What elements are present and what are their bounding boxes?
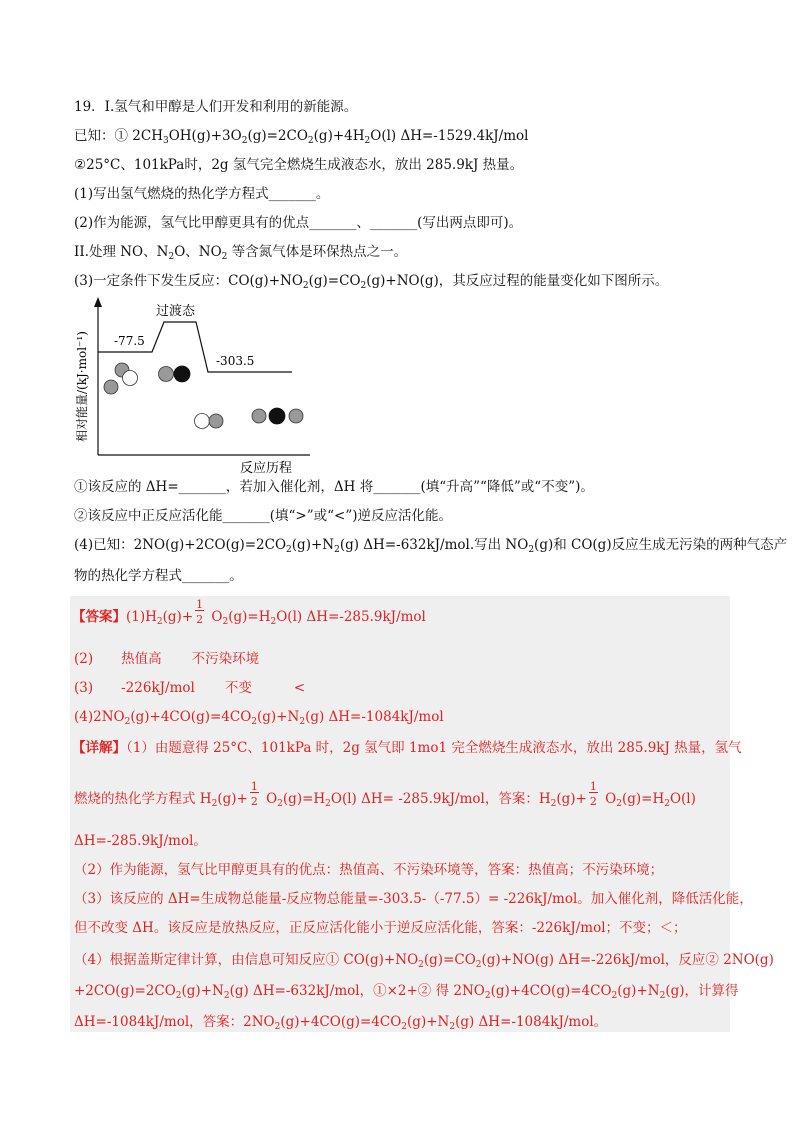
co-molecule [159,366,191,382]
fraction-one-half: $\frac{1}{2}$ [196,598,204,626]
question-2: (2)作为能源，氢气比甲醇更具有的优点_______、_______(写出两点即可)。 [74,215,523,231]
fraction-one-half: $\frac{1}{2}$ [589,780,597,808]
detail-7: （4）根据盖斯定律计算，由信息可知反应① $CO(g)+NO_2(g)=CO_2(g)+NO(g)$ ΔH=-226kJ/mol，反应② 2NO(g) [74,952,774,970]
co2-molecule [252,408,303,424]
question-title: 19．Ⅰ.氢气和甲醇是人们开发和利用的新能源。 [74,99,358,115]
question-4-line1: (4)已知：$2NO(g)+2CO(g)=2CO_2(g)+N_2(g)$ ΔH=-632kJ/mol.写出 $NO_2(g)$和 CO(g)反应生成无污染的两种气态产 [74,537,788,555]
detail-3: ΔH=-285.9kJ/mol。 [74,833,207,849]
question-3: (3)一定条件下发生反应：$CO(g)+NO_2(g)=CO_2(g)+NO(g)$，其反应过程的能量变化如下图所示。 [74,273,669,291]
part-2-intro: II.处理 NO、$N_2O$、$NO_2$ 等含氮气体是环保热点之一。 [74,244,408,262]
known-eq1: 已知：① $2CH_3OH(g)+3O_2(g)=2CO_2(g)+4H_2O(l)$ ΔH=-1529.4kJ/mol [74,128,529,146]
detail-8: $+2CO(g)=2CO_2(g)+N_2(g)$ ΔH=-632kJ/mol，①×2+② 得 $2NO_2(g)+4CO(g)=4CO_2(g)+N_2(g)$，计算得 [74,983,739,1001]
question-1: (1)写出氢气燃烧的热化学方程式_______。 [74,186,330,202]
transition-state-label: 过渡态 [156,304,196,319]
answer-4: $(4)2NO_2(g)+4CO(g)=4CO_2(g)+N_2(g)$ ΔH=-1084kJ/mol [74,709,444,727]
no-molecule [195,414,224,429]
y-axis-arrow [94,297,102,307]
x-axis-label: 反应历程 [240,461,293,475]
detail-2: 燃烧的热化学方程式 $H_2(g)+$ $\frac{1}{2}$ $O_2(g)=H_2O(l)$ ΔH= -285.9kJ/mol，答案：$H_2(g)+$ $\frac{1}{2}$ $O_2(g)=H_2O(l)$ [74,780,696,809]
product-energy-label: -303.5 [216,354,255,368]
question-3-2: ②该反应中正反应活化能_______(填“>”或“<”)逆反应活化能。 [74,508,453,524]
detail-5: （3）该反应的 ΔH=生成物总能量-反应物总能量=-303.5-（-77.5）= -226kJ/mol。加入催化剂，降低活化能， [74,891,753,907]
energy-profile-diagram [70,295,320,475]
detail-6: 但不改变 ΔH。该反应是放热反应，正反应活化能小于逆反应活化能，答案：-226kJ/mol；不变；＜； [74,920,687,936]
detail-9: ΔH=-1084kJ/mol，答案：$2NO_2(g)+4CO(g)=4CO_2(g)+N_2(g)$ ΔH=-1084kJ/mol。 [74,1014,608,1032]
answer-3: (3) -226kJ/mol 不变 < [74,680,306,696]
reactant-energy-label: -77.5 [114,334,145,348]
detail-1: 【详解】（1）由题意得 25°C、101kPa 时，2g 氢气即 1mo1 完全燃烧生成液态水，放出 285.9kJ 热量，氢气 [72,740,742,756]
fraction-one-half: $\frac{1}{2}$ [250,780,258,808]
question-3-1: ①该反应的 ΔH=_______，若加入催化剂，ΔH 将_______(填“升高”“降低”或“不变”)。 [74,479,594,495]
known-cond2: ②25°C、101kPa时，2g 氢气完全燃烧生成液态水，放出 285.9kJ 热量。 [74,157,524,173]
question-4-line2: 物的热化学方程式_______。 [74,568,243,584]
detail-4: （2）作为能源，氢气比甲醇更具有的优点：热值高、不污染环境等，答案：热值高；不污染环境； [74,862,664,878]
no2-molecule [104,363,138,394]
answer-1: 【答案】$(1)H_2(g)+$ $\frac{1}{2}$ $O_2(g)=H_2O(l)$ ΔH=-285.9kJ/mol [72,598,426,627]
answer-2: (2) 热值高 不污染环境 [74,651,260,667]
y-axis-label: 相对能量/(kJ·mol⁻¹) [75,331,89,442]
